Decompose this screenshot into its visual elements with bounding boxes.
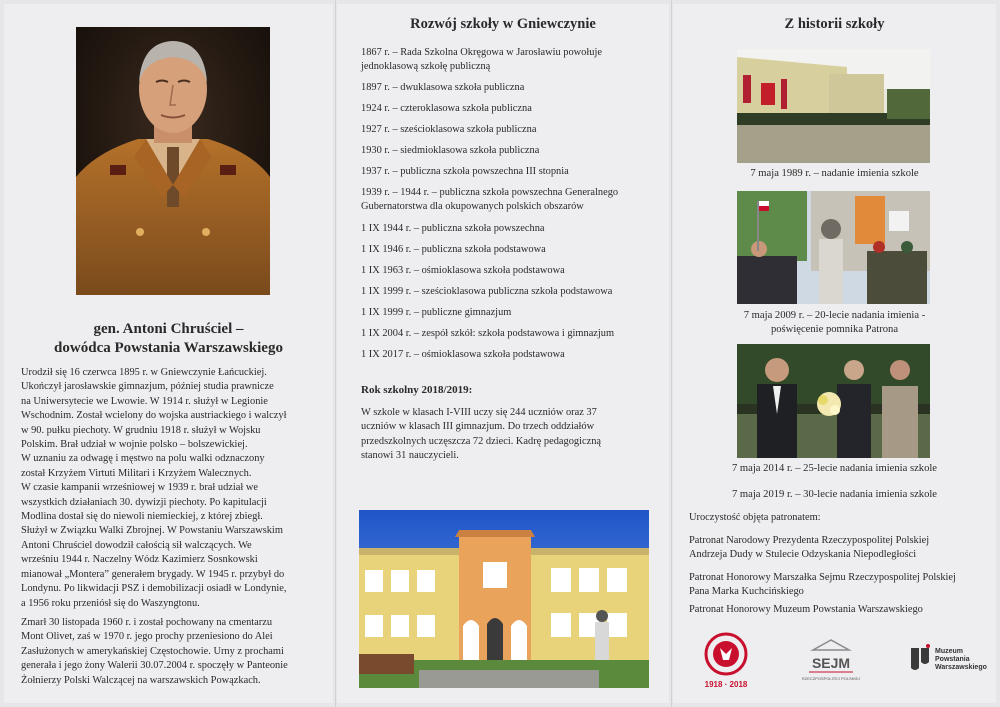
death-line: Żołnierzy Polski Walczącej na warszawskich Powązkach. [21,674,261,686]
death-line: Zmarł 30 listopada 1960 r. i został pochowany na cmentarzu [21,617,273,628]
sejm-logo [801,638,861,686]
panel-school-development [337,4,669,703]
patron-line: Patronat Narodowy Prezydenta Rzeczypospolitej Polskiej [689,535,930,546]
caption-2009 [673,309,996,337]
school-building-photo [359,510,649,688]
sejm-subtitle: RZECZPOSPOLITEJ POLSKIEJ [801,676,861,681]
bio-line: Służył w Związku Walki Zbrojnej. W Powstaniu Warszawskim [21,525,283,537]
timeline-item: 1937 r. – publiczna szkoła powszechna III stopnia [361,166,569,178]
bio-line: Wschodnim. Został wcielony do wojska austriackiego i walczył [21,410,287,422]
museum-line1: Muzeum [935,648,963,655]
bio-line: wrześniu 1944 r. Naczelny Wódz Kazimierz Sosnkowski [21,554,258,566]
bio-line: mianował „Montera” generałem brygady. W 1945 r. przybył do [21,568,285,580]
school-year-line: stanowi 31 nauczycieli. [361,449,459,461]
timeline-item: 1867 r. – Rada Szkolna Okręgowa w Jarosławiu powołuje jednoklasową szkołę publiczną [361,47,602,72]
school-year-heading: Rok szkolny 2018/2019: [361,384,473,396]
history-heading: Z historii szkoły [784,16,885,32]
timeline-item: 1 IX 2017 r. – ośmioklasowa szkoła podstawowa [361,349,565,361]
bio-line: Antoni Chruściel dowodził całością sił walczących. We [21,539,252,551]
development-heading: Rozwój szkoły w Gniewczynie [410,16,596,32]
death-line: Mont Olivet, zaś w 1970 r. jego prochy przeniesiono do Alei [21,631,273,643]
bio-line: Polskim. Brał udział w wojnie polsko – bolszewickiej. [21,439,248,451]
timeline-item: 1927 r. – sześcioklasowa szkoła publiczna [361,124,537,136]
timeline-item: 1 IX 1999 r. – sześcioklasowa publiczna szkoła podstawowa [361,285,613,297]
panel-biography [4,4,333,703]
bio-line: Modlina dostał się do niewoli niemieckiej, z której zbiegł. [21,511,263,523]
bio-line: w 90. pułku piechoty. W grudniu 1918 r. służył w Wojsku [21,424,261,436]
general-title [4,320,333,358]
anniversary-2014-photo [737,344,930,458]
bio-line: został Krzyżem Virtuti Militari i Krzyżem Walecznych. [21,467,252,479]
timeline-item: 1924 r. – czteroklasowa szkoła publiczna [361,103,532,115]
general-portrait [76,27,270,295]
ceremony-1989-photo [737,49,930,163]
patron-logos [673,632,996,692]
sejm-word: SEJM [811,655,851,671]
bio-line: W czasie kampanii wrześniowej w 1939 r. brał udział we [21,482,258,494]
centenary-years: 1918 · 2018 [704,680,748,689]
timeline-item: 1 IX 1946 r. – publiczna szkoła podstawowa [361,243,546,255]
timeline-item: 1 IX 1963 r. – ośmioklasowa szkoła podstawowa [361,264,565,276]
patronage-sejm [689,571,989,599]
school-year-text [361,406,651,463]
caption-2019: 7 maja 2019 r. – 30-lecie nadania imienia szkole [731,489,938,500]
death-line: generała i jego żony Walerii 30.07.2004 r. spoczęły w Panteonie [21,660,288,672]
bio-line: a 1956 roku przeniósł się do Waszyngtonu. [21,597,200,609]
timeline-item: 1930 r. – siedmioklasowa szkoła publiczna [361,145,540,157]
timeline-item: 1 IX 1999 r. – publiczne gimnazjum [361,306,512,318]
patronage-intro: Uroczystość objęta patronatem: [689,512,821,523]
caption-1989: 7 maja 1989 r. – nadanie imienia szkole [750,168,919,179]
bio-line: Londynu. Po likwidacji PSZ i demobilizacji osiadł w Londynie, [21,583,287,595]
bio-line: Urodził się 16 czerwca 1895 r. w Gniewczynie Łańcuckiej. [21,367,267,378]
general-role: dowódca Powstania Warszawskiego [54,340,283,356]
school-year-line: przedszkolnych uczęszcza 72 dzieci. Kadrę pedagogiczną [361,435,602,447]
patronage-museum: Patronat Honorowy Muzeum Powstania Warszawskiego [689,604,923,615]
general-name: gen. Antoni Chruściel – [93,321,244,337]
bio-line: Ukończył jarosławskie gimnazjum, później studia prawnicze [21,381,274,393]
panel-school-history [673,4,996,703]
death-text [21,616,319,688]
fold-line [671,0,672,707]
museum-line2: Powstania [935,656,970,663]
patron-line: Andrzeja Dudy w Stulecie Odzyskania Niepodległości [689,549,917,560]
school-year-line: uczniów w klasach III gimnazjum. Do trzech oddziałów [361,421,595,433]
bio-line: W uznaniu za odwagę i męstwo na polu walki odznaczony [21,453,265,465]
patronage-president [689,534,989,562]
bio-line: wszystkich działaniach 30. dywizji piechoty. Po kapitulacji [21,496,267,508]
bio-line: na Uniwersytecie we Lwowie. W 1914 r. służył w Legionie [21,395,268,407]
timeline-item: 1 IX 2004 r. – zespół szkół: szkoła podstawowa i gimnazjum [361,328,615,340]
timeline-item: 1939 r. – 1944 r. – publiczna szkoła powszechna Generalnego Gubernatorstwa dla okupowanych polskich obszarów [361,187,619,213]
timeline-item: 1897 r. – dwuklasowa szkoła publiczna [361,82,525,93]
fold-line [335,0,336,707]
museum-logo [907,642,987,678]
timeline-list [361,46,651,369]
patron-line: Patronat Honorowy Marszałka Sejmu Rzeczypospolitej Polskiej [689,572,956,583]
centenary-logo [701,632,751,690]
caption-2014: 7 maja 2014 r. – 25-lecie nadania imienia szkole [731,463,938,474]
monument-2009-photo [737,191,930,304]
school-year-line: W szkole w klasach I-VIII uczy się 244 uczniów oraz 37 [361,407,597,418]
patron-line: Pana Marka Kuchcińskiego [689,586,804,597]
caption-2009-line1: 7 maja 2009 r. – 20-lecie nadania imienia - [743,310,926,321]
timeline-item: 1 IX 1944 r. – publiczna szkoła powszechna [361,222,545,234]
museum-line3: Warszawskiego [935,664,987,671]
biography-text [21,366,319,611]
death-line: Zasłużonych w amerykańskiej Częstochowie. Urny z prochami [21,645,284,657]
caption-2009-line2: poświęcenie pomnika Patrona [770,324,899,335]
